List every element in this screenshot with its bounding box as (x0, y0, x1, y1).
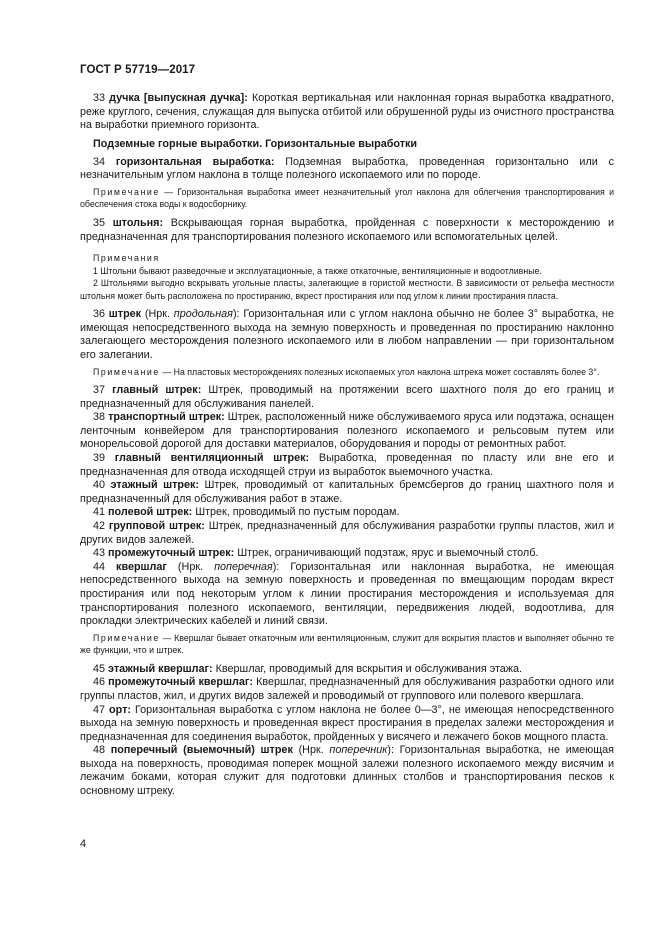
term-entry-33: 33 дучка [выпускная дучка]: Короткая вертикальная или наклонная горная выработка квадратного, реже круглого, сечения, служащая для выпуска отбитой или обрушенной руды из очистного пространства на выработки приемного горизонта. (80, 92, 614, 132)
term-definition: Квершлаг, проводимый для вскрытия и обслуживания этажа. (212, 662, 523, 675)
term-name: квершлаг (116, 560, 167, 573)
term-definition: Короткая вертикальная или наклонная горная выработка квадратного, реже круглого, сечения, служащая для выпуска отбитой или обрушенной руды из очистного пространства на выработки приемного горизонта. (80, 92, 614, 132)
term-name: промежуточный штрек: (108, 547, 235, 560)
section-heading: Подземные горные выработки. Горизонтальные выработки (93, 137, 418, 150)
term-name: штольня: (112, 216, 164, 229)
deprecated-term: продольная (173, 308, 233, 321)
standard-designation: ГОСТ Р 57719—2017 (80, 64, 196, 76)
term-entry-37: 37 главный штрек: Штрек, проводимый на протяжении всего шахтного поля до его границ и предназначенный для обслуживания панелей. (80, 384, 615, 410)
term-entry-45: 45 этажный квершлаг: Квершлаг, проводимый для вскрытия и обслуживания этажа. (93, 662, 523, 675)
term-definition: Подземная выработка, проведенная горизонтально или с незначительным углом наклона в толще полезного ископаемого или по породе. (80, 155, 614, 182)
term-definition: Штрек, предназначенный для обслуживания разработки группы пластов, жил и других видов залежей. (80, 519, 614, 546)
deprecated-term: поперечная (214, 560, 273, 573)
term-name: транспортный штрек: (108, 411, 225, 424)
term-entry-44: 44 квершлаг (Нрк. поперечная): Горизонтальная или наклонная выработка, не имеющая непосредственного выхода на земную поверхность и проведенная по вмещающим породам вкрест простирания или под некоторым углом к линии простирания месторождения и используемая для транспортирования полезного ископаемого, вентиляции, передвижения людей, водоотлива, для прокладки электрических кабелей и линий связи. (80, 560, 615, 628)
term-definition: Штрек, ограничивающий подэтаж, ярус и выемочный столб. (234, 547, 539, 560)
term-name: промежуточный квершлаг: (108, 676, 253, 689)
deprecated-term: поперечник (329, 744, 388, 757)
term-definition: Штрек, расположенный ниже обслуживаемого яруса или подэтажа, оснащен ленточным конвейером для транспортирования полезного ископаемого и рельсовым путем или монорельсовой дорогой для доставки материалов, оборудования и породы от ремонтных работ. (80, 411, 614, 451)
note-text: — Квершлаг бывает откаточным или вентиляционным, служит для вскрытия пластов и выполняет обычно те же функции, что и штрек. (80, 632, 614, 656)
term-definition: Штрек, проводимый от капитальных бремсбергов до границ шахтного поля и предназначенный для обслуживания работ в этаже. (80, 479, 614, 505)
page-number: 4 (80, 838, 87, 850)
note-34 (80, 186, 614, 211)
term-entry-40: 40 этажный штрек: Штрек, проводимый от капитальных бремсбергов до границ шахтного поля и предназначенный для обслуживания работ в этаже. (80, 479, 614, 505)
term-definition: Вскрывающая горная выработка, пройденная с поверхности к месторождению и предназначенная для транспортирования полезного ископаемого или вспомогательных целей. (80, 216, 614, 243)
note-item-1: 1 Штольни бывают разведочные и эксплуатационные, а также откаточные, вентиляционные и водоотливные. (93, 265, 542, 276)
term-definition: Горизонтальная выработка с углом наклона не более 0—3°, не имеющая непосредственного выхода на земную поверхность и проведенная вкрест простирания в пределах залежи месторождения и предназначенная для соединения выработок, пройденных у висячего и лежачего боков мощного пласта. (80, 703, 614, 743)
term-definition: Выработка, проведенная по пласту или вне его и предназначенная для отвода исходящей струи из выработок выемочного участка. (80, 452, 614, 478)
term-definition: ): Горизонтальная или наклонная выработка, не имеющая непосредственного выхода на земную поверхность и проведенная по вмещающим породам вкрест простирания или под некоторым углом к линии простирания месторождения и используемая для транспортирования полезного ископаемого, вентиляции, передвижения людей, водоотлива, для прокладки электрических кабелей и линий связи. (80, 560, 615, 628)
term-entry-36: 36 штрек (Нрк. продольная): Горизонтальная или с углом наклона обычно не более 3° выработка, не имеющая непосредственного выхода на земную поверхность и проведенная по простиранию наклонно залегающего месторождения полезного ископаемого или в любом направлении — при горизонтальном его залегании. (80, 308, 614, 361)
term-definition: Штрек, проводимый на протяжении всего шахтного поля до его границ и предназначенный для обслуживания панелей. (80, 384, 615, 410)
term-name: орт: (109, 703, 131, 716)
note-label: Примечание (93, 366, 160, 377)
term-name: главный штрек: (112, 384, 202, 397)
term-entry-39: 39 главный вентиляционный штрек: Выработка, проведенная по пласту или вне его и предназначенная для отвода исходящей струи из выработок выемочного участка. (80, 452, 614, 478)
term-entry-47: 47 орт: Горизонтальная выработка с углом наклона не более 0—3°, не имеющая непосредственного выхода на земную поверхность и проведенная вкрест простирания в пределах залежи месторождения и предназначенная для соединения выработок, пройденных у висячего и лежачего боков мощного пласта. (80, 703, 614, 743)
term-entry-38: 38 транспортный штрек: Штрек, расположенный ниже обслуживаемого яруса или подэтажа, оснащен ленточным конвейером для транспортирования полезного ископаемого и рельсовым путем или монорельсовой дорогой для доставки материалов, оборудования и породы от ремонтных работ. (80, 411, 614, 451)
note-36 (80, 366, 614, 379)
term-entry-35: 35 штольня: Вскрывающая горная выработка, пройденная с поверхности к месторождению и предназначенная для транспортирования полезного ископаемого или вспомогательных целей. (80, 216, 614, 243)
term-name: горизонтальная выработка: (115, 155, 275, 168)
term-name: поперечный (выемочный) штрек (110, 744, 293, 757)
term-name: этажный квершлаг: (108, 662, 213, 675)
note-text: — Горизонтальная выработка имеет незначительный угол наклона для облегчения транспортирования и обеспечения стока воды к водосборнику. (80, 186, 614, 210)
term-definition: Квершлаг, предназначенный для обслуживания разработки одного или группы пластов, жил, и других видов залежей и проводимый от группового или полевого квершлага. (80, 676, 614, 702)
term-entry-34: 34 горизонтальная выработка: Подземная выработка, проведенная горизонтально или с незначительным углом наклона в толще полезного ископаемого или по породе. (80, 155, 614, 182)
term-entry-46: 46 промежуточный квершлаг: Квершлаг, предназначенный для обслуживания разработки одного или группы пластов, жил, и других видов залежей и проводимый от группового или полевого квершлага. (80, 676, 614, 702)
note-44 (80, 632, 614, 657)
term-name: полевой штрек: (108, 506, 193, 519)
term-definition: ): Горизонтальная или с углом наклона обычно не более 3° выработка, не имеющая непосредственного выхода на земную поверхность и проведенная по простиранию наклонно залегающего месторождения полезного ископаемого или в любом направлении — при горизонтальном его залегании. (80, 308, 614, 361)
term-name: этажный штрек: (110, 479, 200, 492)
note-label: Примечание (93, 632, 160, 643)
notes-label: Примечания (93, 253, 160, 264)
term-entry-42: 42 групповой штрек: Штрек, предназначенный для обслуживания разработки группы пластов, жил и других видов залежей. (80, 519, 614, 546)
term-definition: Штрек, проводимый по пустым породам. (192, 506, 400, 519)
note-text: — На пластовых месторождениях полезных ископаемых угол наклона штрека может составлять более 3°. (159, 366, 600, 377)
document-body (80, 92, 614, 799)
term-entry-43: 43 промежуточный штрек: Штрек, ограничивающий подэтаж, ярус и выемочный столб. (93, 547, 539, 560)
term-definition: ): Горизонтальная выработка, не имеющая выхода на поверхность, проводимая поперек мощной залежи полезного ископаемого между висячим и лежачим боками, которая служит для подготовки длинных столбов и транспортирования песков к основному штреку. (80, 744, 615, 798)
term-name: групповой штрек: (108, 519, 205, 532)
term-name: главный вентиляционный штрек: (114, 452, 310, 464)
note-label: Примечание (93, 186, 160, 197)
note-item-2: 2 Штольнями выгодно вскрывать угольные пласты, залегающие в гористой местности. В зависимости от рельефа местности штольня может быть расположена по простиранию, вкрест простирания или под углом к линии простирания пласта. (80, 278, 614, 301)
term-entry-41: 41 полевой штрек: Штрек, проводимый по пустым породам. (93, 506, 400, 519)
term-name: дучка [выпускная дучка]: (109, 92, 248, 104)
term-name: штрек (108, 308, 142, 321)
term-entry-48: 48 поперечный (выемочный) штрек (Нрк. поперечник): Горизонтальная выработка, не имеющая выхода на поверхность, проводимая поперек мощной залежи полезного ископаемого между висячим и лежачим боками, которая служит для подготовки длинных столбов и транспортирования песков к основному штреку. (80, 744, 615, 798)
